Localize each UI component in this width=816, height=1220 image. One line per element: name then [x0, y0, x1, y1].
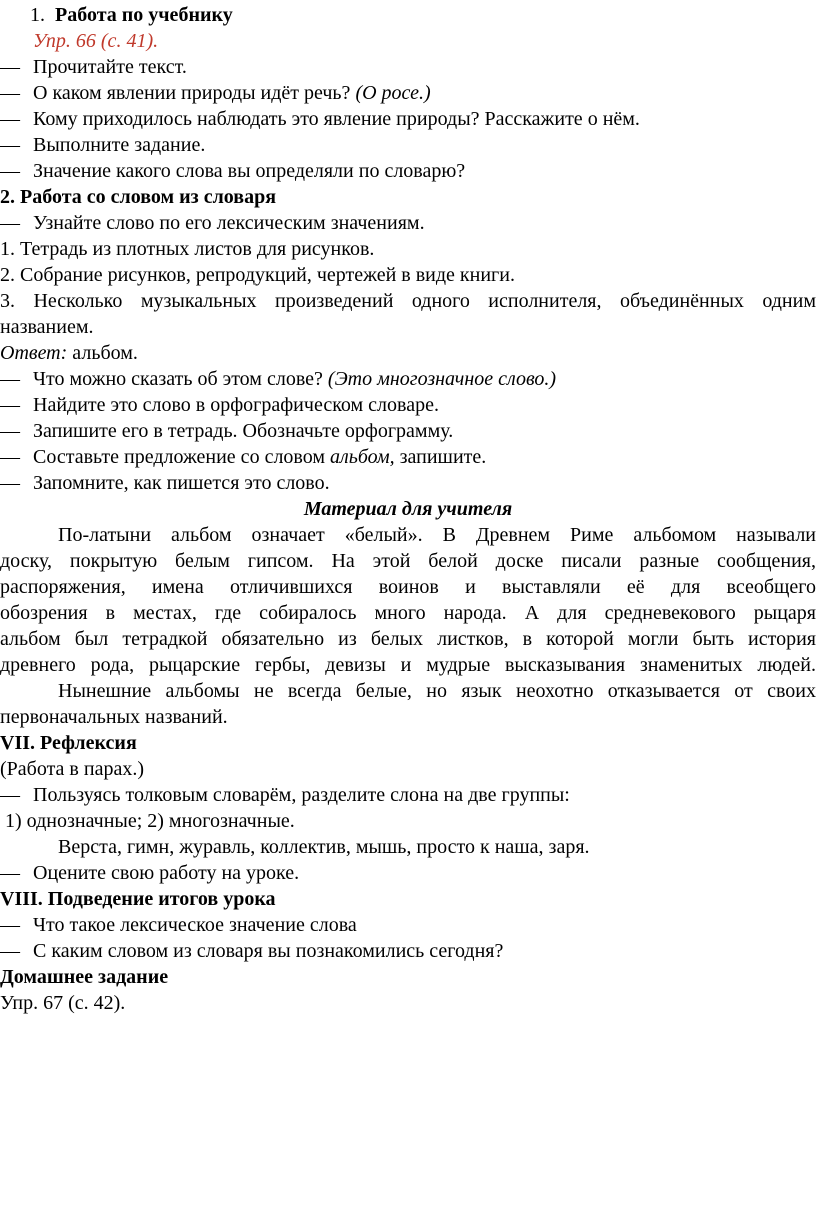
instruction-text: Пользуясь толковым словарём, разделите слона на две группы: — [33, 784, 570, 806]
dash-marker: — — [0, 160, 20, 182]
section-2-title: 2. Работа со словом из словаря — [0, 186, 277, 208]
instruction-text: запишите. — [399, 446, 487, 468]
meaning-item-continuation: названием. — [0, 316, 94, 338]
instruction-line — [0, 132, 205, 158]
paragraph-line: По-латыни альбом означает «белый». В Древнем Риме альбомом называли — [58, 524, 816, 546]
meaning-item: 2. Собрание рисунков, репродукций, чертежей в виде книги. — [0, 264, 515, 286]
instruction-line — [0, 54, 187, 80]
answer-label: Ответ: — [0, 342, 68, 364]
groups-line: 1) однозначные; 2) многозначные. — [0, 810, 295, 832]
instruction-line — [0, 106, 640, 132]
instruction-text: Найдите это слово в орфографическом словаре. — [33, 394, 439, 416]
instruction-text: Запишите его в тетрадь. Обозначьте орфограмму. — [33, 420, 454, 442]
meaning-item: 3. Несколько музыкальных произведений одного исполнителя, объединённых одним — [0, 290, 816, 312]
paragraph-line: обозрения в местах, где собиралось много народа. А для средневекового рыцаря — [0, 602, 816, 624]
dash-marker: — — [0, 862, 20, 884]
paragraph-line: первоначальных названий. — [0, 706, 228, 728]
highlighted-word: альбом, — [330, 446, 395, 468]
instruction-line — [0, 210, 425, 236]
instruction-text: Оцените свою работу на уроке. — [33, 862, 300, 884]
instruction-text: Выполните задание. — [33, 134, 206, 156]
answer-line — [0, 340, 138, 366]
dash-marker: — — [0, 134, 20, 156]
section-7-title: VII. Рефлексия — [0, 732, 137, 754]
dash-marker: — — [0, 472, 20, 494]
dash-marker: — — [0, 446, 20, 468]
dash-marker: — — [0, 368, 20, 390]
dash-marker: — — [0, 784, 20, 806]
instruction-line — [0, 782, 570, 808]
instruction-line — [0, 912, 357, 938]
section-1-heading — [30, 2, 233, 28]
instruction-text: Кому приходилось наблюдать это явление природы? Расскажите о нём. — [33, 108, 640, 130]
instruction-line — [0, 80, 431, 106]
meaning-item: 1. Тетрадь из плотных листов для рисунков. — [0, 238, 375, 260]
instruction-text: Составьте предложение со словом — [33, 446, 326, 468]
dash-marker: — — [0, 420, 20, 442]
instruction-line — [0, 470, 330, 496]
dash-marker: — — [0, 940, 20, 962]
instruction-line — [0, 158, 465, 184]
instruction-line — [0, 938, 503, 964]
instruction-text: Что такое лексическое значение слова — [33, 914, 357, 936]
section-1-title: Работа по учебнику — [55, 4, 233, 26]
dash-marker: — — [0, 914, 20, 936]
dash-marker: — — [0, 82, 20, 104]
instruction-line — [0, 418, 453, 444]
answer-hint: (Это многозначное слово.) — [327, 368, 557, 390]
instruction-line — [0, 860, 299, 886]
paragraph-line: доску, покрытую белым гипсом. На этой белой доске писали разные сообщения, — [0, 550, 816, 572]
dash-marker: — — [0, 212, 20, 234]
instruction-text: Прочитайте текст. — [33, 56, 187, 78]
paragraph-line: Нынешние альбомы не всегда белые, но язык неохотно отказывается от своих — [58, 680, 816, 702]
dash-marker: — — [0, 56, 20, 78]
instruction-text: Запомните, как пишется это слово. — [33, 472, 330, 494]
homework-text: Упр. 67 (с. 42). — [0, 992, 126, 1014]
homework-title: Домашнее задание — [0, 966, 169, 988]
paragraph-line: древнего рода, рыцарские гербы, девизы и мудрые высказывания знаменитых людей. — [0, 654, 816, 676]
word-list: Верста, гимн, журавль, коллектив, мышь, просто к наша, заря. — [58, 836, 590, 858]
instruction-text: С каким словом из словаря вы познакомились сегодня? — [33, 940, 504, 962]
dash-marker: — — [0, 108, 20, 130]
section-8-title: VIII. Подведение итогов урока — [0, 888, 276, 910]
paragraph-line: распоряжения, имена отличившихся воинов и выставляли её для всеобщего — [0, 576, 816, 598]
instruction-line — [0, 366, 556, 392]
answer-hint: (О росе.) — [355, 82, 431, 104]
work-mode-note: (Работа в парах.) — [0, 758, 144, 780]
instruction-text: О каком явлении природы идёт речь? — [33, 82, 351, 104]
instruction-line — [0, 392, 439, 418]
instruction-text: Узнайте слово по его лексическим значениям. — [33, 212, 425, 234]
answer-text: альбом. — [67, 342, 138, 364]
dash-marker: — — [0, 394, 20, 416]
teacher-material-heading: Материал для учителя — [303, 498, 513, 520]
section-1-number: 1. — [30, 4, 45, 26]
exercise-reference: Упр. 66 (с. 41). — [33, 30, 159, 52]
instruction-text: Значение какого слова вы определяли по словарю? — [33, 160, 466, 182]
instruction-line — [0, 444, 486, 470]
instruction-text: Что можно сказать об этом слове? — [33, 368, 323, 390]
paragraph-line: альбом был тетрадкой обязательно из белых листков, в которой могли быть история — [0, 628, 816, 650]
